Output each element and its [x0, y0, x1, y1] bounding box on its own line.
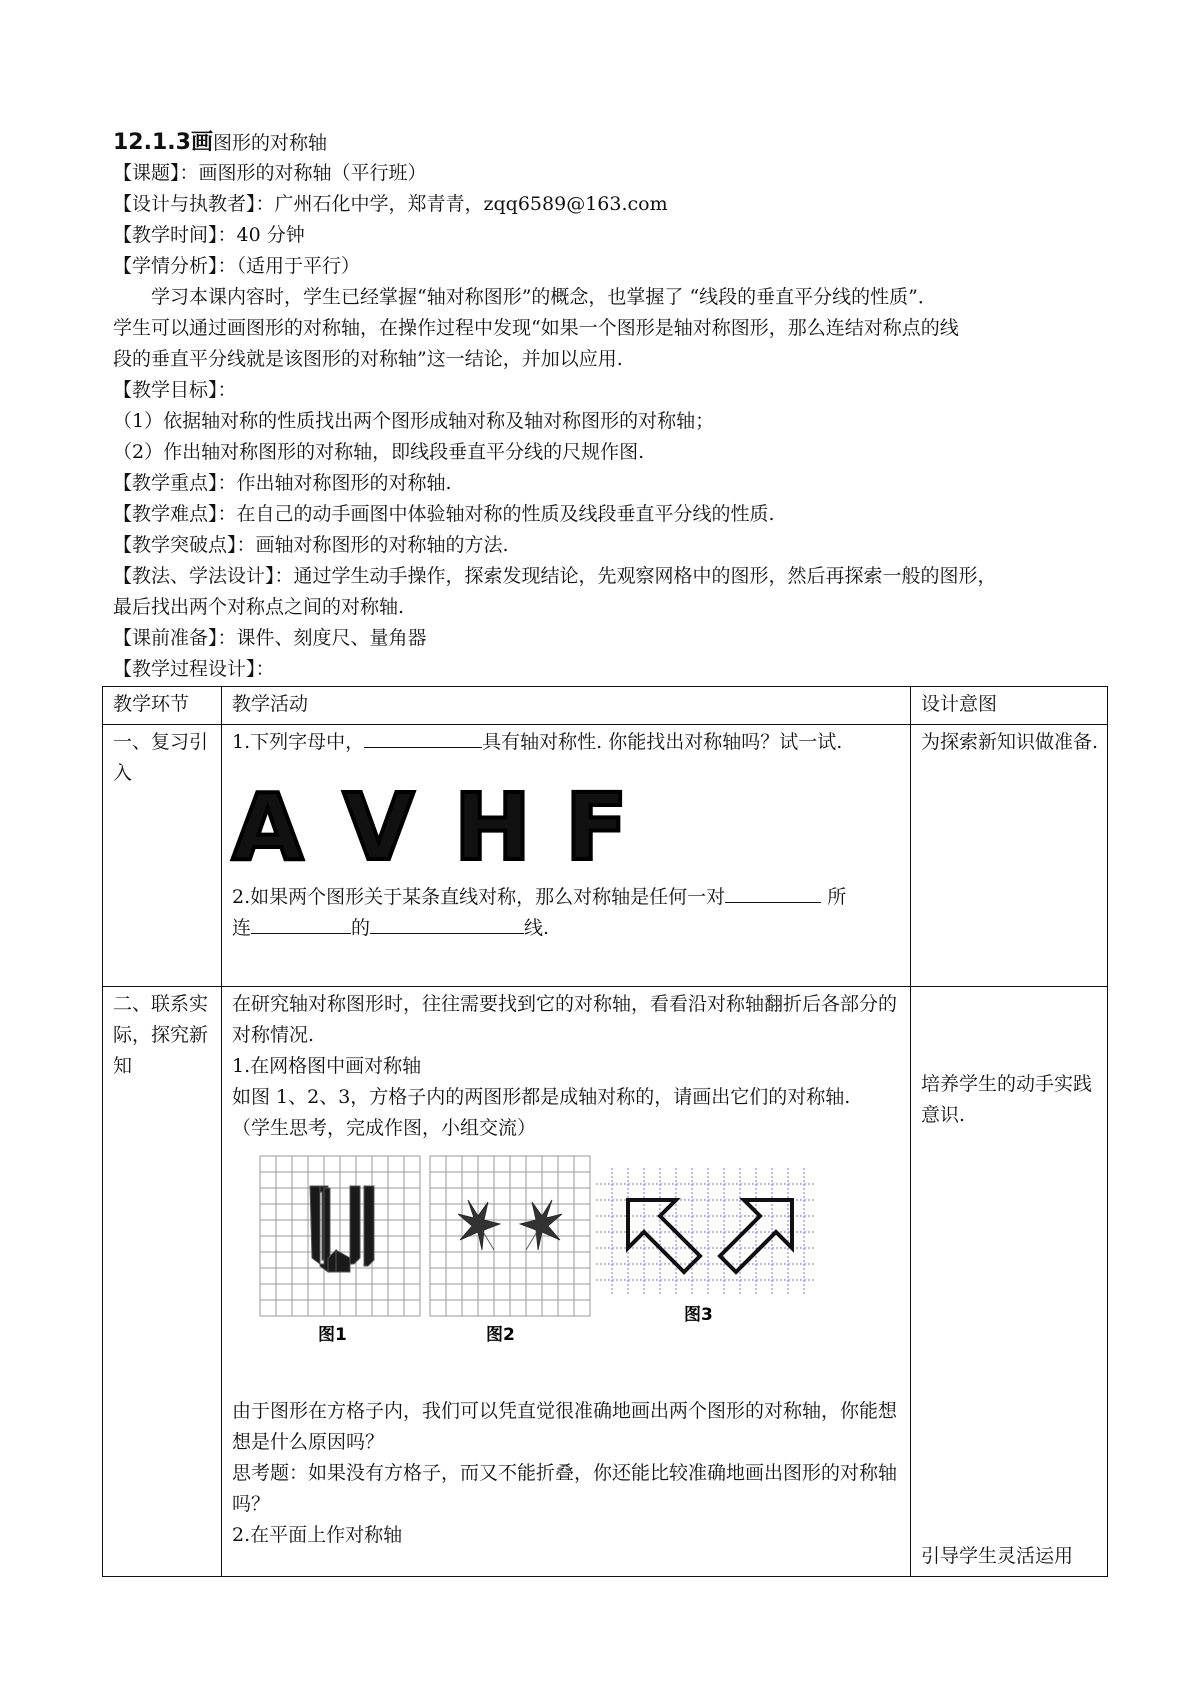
figure-1-caption: 图1	[318, 1325, 347, 1345]
title-number: 12.1.3	[113, 130, 191, 155]
lesson-title	[113, 128, 1103, 158]
answer-blank	[251, 913, 351, 934]
row2-step-2: 2.在平面上作对称轴	[232, 1524, 403, 1546]
table-row	[103, 987, 1108, 1577]
info-time: 【教学时间】：40 分钟	[113, 224, 305, 246]
header-stage: 教学环节	[103, 687, 222, 725]
analysis-line-1: 学习本课内容时，学生已经掌握“轴对称图形”的概念，也掌握了 “线段的垂直平分线的性质”．	[151, 286, 937, 308]
key-point: 【教学重点】：作出轴对称图形的对称轴.	[113, 472, 452, 494]
title-text: 图形的对称轴	[212, 132, 327, 154]
letter-row	[232, 774, 902, 881]
answer-blank	[370, 913, 524, 934]
row1-stage: 一、复习引入	[103, 725, 222, 987]
figure-1-grid	[260, 1156, 420, 1316]
analysis-line-3: 段的垂直平分线就是该图形的对称轴”这一结论，并加以应用.	[113, 348, 623, 370]
row1-intent: 为探索新知识做准备.	[911, 725, 1108, 987]
table-header-row	[103, 687, 1108, 725]
objective-1: （1）依据轴对称的性质找出两个图形成轴对称及轴对称图形的对称轴；	[113, 410, 715, 432]
preparation: 【课前准备】：课件、刻度尺、量角器	[113, 627, 427, 649]
grid-figures	[232, 1148, 902, 1396]
document-body	[113, 128, 1103, 685]
objective-2: （2）作出轴对称图形的对称轴，即线段垂直平分线的尺规作图.	[113, 441, 645, 463]
info-topic: 【课题】：画图形的对称轴（平行班）	[113, 162, 427, 184]
row2-note: （学生思考，完成作图，小组交流）	[232, 1117, 537, 1139]
answer-blank	[725, 882, 821, 903]
figure-1-shape	[310, 1186, 374, 1272]
figure-3-caption: 图3	[684, 1305, 713, 1325]
title-bold-char: 画	[190, 130, 213, 155]
process-heading: 【教学过程设计】：	[113, 658, 275, 680]
row1-question-2: 2.如果两个图形关于某条直线对称，那么对称轴是任何一对 所 连 的 线.	[232, 882, 902, 944]
figure-3-arrows	[628, 1200, 792, 1272]
breakthrough: 【教学突破点】：画轴对称图形的对称轴的方法.	[113, 534, 509, 556]
objectives-heading: 【教学目标】：	[113, 379, 237, 401]
analysis-line-2: 学生可以通过画图形的对称轴，在操作过程中发现“如果一个图形是轴对称图形，那么连结对称点的线	[113, 317, 959, 339]
row1-question-1: 1.下列字母中， 具有轴对称性. 你能找出对称轴吗？试一试.	[232, 727, 902, 758]
row2-thinking-question: 思考题：如果没有方格子，而又不能折叠，你还能比较准确地画出图形的对称轴吗？	[232, 1462, 898, 1515]
letter-a: A	[232, 774, 304, 881]
row2-instruction: 如图 1、2、3，方格子内的两图形都是成轴对称的，请画出它们的对称轴.	[232, 1086, 851, 1108]
row2-activity	[222, 987, 911, 1577]
row2-reflection: 由于图形在方格子内，我们可以凭直觉很准确地画出两个图形的对称轴，你能想想是什么原因吗？	[232, 1400, 898, 1453]
info-designer: 【设计与执教者】：广州石化中学，郑青青，zqq6589@163.com	[113, 193, 668, 215]
table-row	[103, 725, 1108, 987]
row2-intent	[911, 987, 1108, 1577]
letter-h: H	[454, 774, 531, 881]
answer-blank	[364, 727, 482, 748]
row2-step-1: 1.在网格图中画对称轴	[232, 1055, 422, 1077]
letter-f: F	[565, 774, 628, 881]
row1-activity	[222, 725, 911, 987]
header-activity: 教学活动	[222, 687, 911, 725]
figure-2-grid	[430, 1156, 590, 1316]
letter-v: V	[343, 774, 415, 881]
header-intent: 设计意图	[911, 687, 1108, 725]
method-line-2: 最后找出两个对称点之间的对称轴.	[113, 596, 405, 618]
method-line-1: 【教法、学法设计】：通过学生动手操作，探索发现结论，先观察网格中的图形，然后再探索一般的图形，	[113, 565, 997, 587]
row2-stage: 二、联系实际，探究新知	[103, 987, 222, 1577]
lesson-plan-table	[102, 686, 1108, 1577]
difficulty: 【教学难点】：在自己的动手画图中体验轴对称的性质及线段垂直平分线的性质.	[113, 503, 775, 525]
row2-intent-2: 引导学生灵活运用	[921, 1545, 1074, 1567]
info-analysis-heading: 【学情分析】：（适用于平行）	[113, 255, 361, 277]
figure-2-caption: 图2	[486, 1325, 515, 1345]
row2-intro: 在研究轴对称图形时，往往需要找到它的对称轴，看看沿对称轴翻折后各部分的对称情况.	[232, 993, 898, 1046]
row2-intent-1: 培养学生的动手实践意识.	[921, 1073, 1093, 1126]
grid-figures-svg	[232, 1148, 852, 1396]
